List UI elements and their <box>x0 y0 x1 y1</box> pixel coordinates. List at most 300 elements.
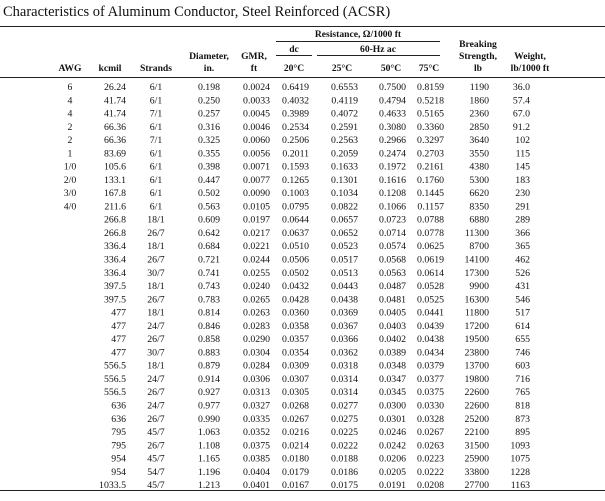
weight-cell: 91.2 <box>512 121 530 133</box>
gmr-cell: 0.0304 <box>243 347 270 359</box>
breaking-strength-cell: 2850 <box>469 121 489 133</box>
awg-header: AWG <box>58 63 82 74</box>
kcmil-cell: 1033.5 <box>99 480 126 491</box>
ac-25c-cell: 0.0318 <box>331 360 358 372</box>
gmr-cell: 0.0077 <box>243 174 270 186</box>
breaking-strength-cell: 31500 <box>464 440 489 452</box>
table-row <box>111 347 530 358</box>
gmr-cell: 0.0024 <box>243 82 270 93</box>
strands-cell: 6/1 <box>149 121 163 133</box>
awg-cell: 4/0 <box>63 201 77 213</box>
strands-cell: 26/7 <box>147 440 165 452</box>
diameter-cell: 1.108 <box>197 440 220 452</box>
weight-cell: 115 <box>515 148 530 160</box>
diameter-cell: 1.165 <box>197 453 220 465</box>
ac-75c-cell: 0.0208 <box>417 480 444 491</box>
dc-20c-cell: 0.0506 <box>282 254 309 266</box>
ac-50c-cell: 0.4633 <box>379 108 406 120</box>
weight-cell: 517 <box>515 307 530 319</box>
ac-50c-cell: 0.0205 <box>379 466 406 478</box>
ac-75c-cell: 0.0223 <box>417 453 444 465</box>
ac-50c-cell: 0.0714 <box>379 227 406 239</box>
ac-75c-cell: 0.0222 <box>417 466 444 478</box>
ac-75c-cell: 0.0441 <box>417 307 444 319</box>
table-row <box>64 162 530 173</box>
dc-20c-cell: 0.1003 <box>282 188 309 200</box>
diameter-cell: 0.257 <box>197 108 220 120</box>
dc-20c-cell: 0.2534 <box>282 121 309 133</box>
gmr-cell: 0.0046 <box>243 121 270 133</box>
ac-50c-cell: 0.0347 <box>379 373 406 385</box>
dc-20c-cell: 0.0357 <box>282 334 309 346</box>
awg-cell: 2 <box>67 121 73 133</box>
ac-50c-cell: 0.0563 <box>379 267 406 279</box>
table-row <box>99 480 530 491</box>
dc-20c-cell: 0.0309 <box>282 360 309 372</box>
table-row <box>104 268 530 279</box>
ac-50c-cell: 0.0402 <box>379 334 406 346</box>
kcmil-cell: 477 <box>111 320 126 332</box>
weight-cell: 366 <box>515 227 530 239</box>
kcmil-cell: 397.5 <box>103 294 126 306</box>
gmr-cell: 0.0244 <box>243 254 270 266</box>
strands-cell: 24/7 <box>147 400 165 412</box>
gmr-cell: 0.0290 <box>243 334 270 346</box>
weight-cell: 603 <box>515 360 530 372</box>
kcmil-cell: 336.4 <box>103 241 126 253</box>
diameter-cell: 0.783 <box>197 294 220 306</box>
table-row <box>104 374 530 385</box>
ac-75c-cell: 0.0434 <box>417 347 444 359</box>
weight-cell: 365 <box>515 241 530 253</box>
weight-cell: 546 <box>515 294 530 306</box>
ac-25c-cell: 0.0222 <box>331 440 358 452</box>
ac-25c-cell: 0.0822 <box>331 201 358 213</box>
dc-20c-cell: 0.1593 <box>282 161 309 173</box>
kcmil-cell: 477 <box>111 334 126 346</box>
breaking-strength-cell: 25200 <box>464 413 489 425</box>
dc-20c-cell: 0.0267 <box>282 413 309 425</box>
table-row <box>68 109 531 120</box>
strands-cell: 18/1 <box>147 281 165 293</box>
weight-cell: 183 <box>515 174 530 186</box>
kcmil-cell: 211.6 <box>104 201 126 213</box>
strands-cell: 18/1 <box>147 360 165 372</box>
ac-75c-cell: 0.5218 <box>417 95 444 107</box>
ac-75c-cell: 0.5165 <box>417 108 444 120</box>
breaking-strength-cell: 23800 <box>464 347 489 359</box>
weight-cell: 291 <box>515 201 530 213</box>
weight-cell: 873 <box>515 413 530 425</box>
breaking-strength-cell: 4380 <box>469 161 489 173</box>
ac-25c-header: 25°C <box>331 63 353 74</box>
strands-cell: 6/1 <box>149 95 163 107</box>
strands-cell: 18/1 <box>147 214 165 226</box>
awg-cell: 6 <box>67 82 73 93</box>
strands-cell: 26/7 <box>147 334 165 346</box>
diameter-cell: 0.883 <box>197 347 220 359</box>
ac-50c-cell: 0.2474 <box>379 148 406 160</box>
dc-20c-cell: 0.0167 <box>282 480 309 491</box>
kcmil-cell: 66.36 <box>103 135 126 147</box>
ac-group-header: 60-Hz ac <box>360 44 396 55</box>
dc-20c-cell: 0.0432 <box>282 281 309 293</box>
weight-cell: 431 <box>515 281 530 293</box>
weight-cell: 462 <box>515 254 530 266</box>
table-row <box>104 241 530 252</box>
awg-cell: 2 <box>67 135 73 147</box>
gmr-cell: 0.0404 <box>243 466 270 478</box>
ac-75c-cell: 0.0778 <box>417 227 444 239</box>
ac-25c-cell: 0.0517 <box>331 254 358 266</box>
dc-20c-cell: 0.4032 <box>282 95 309 107</box>
weight-cell: 746 <box>515 347 530 359</box>
breaking-strength-cell: 1190 <box>469 82 489 93</box>
ac-25c-cell: 0.0657 <box>331 214 358 226</box>
weight-cell: 230 <box>515 188 530 200</box>
gmr-cell: 0.0327 <box>243 400 270 412</box>
kcmil-cell: 26.24 <box>103 82 126 93</box>
weight-header-line2: lb/1000 ft <box>510 63 550 74</box>
kcmil-cell: 83.69 <box>103 148 126 160</box>
dc-20c-cell: 0.0305 <box>282 387 309 399</box>
ac-75c-cell: 0.0525 <box>417 294 444 306</box>
weight-cell: 1093 <box>510 440 530 452</box>
dc-20c-cell: 0.0644 <box>282 214 309 226</box>
kcmil-cell: 954 <box>111 466 126 478</box>
ac-25c-cell: 0.0652 <box>331 227 358 239</box>
dc-20c-cell: 0.0180 <box>282 453 309 465</box>
gmr-cell: 0.0335 <box>243 413 270 425</box>
breaking-strength-cell: 11800 <box>464 307 489 319</box>
breaking-strength-cell: 3550 <box>469 148 489 160</box>
kcmil-cell: 477 <box>111 347 126 359</box>
diameter-cell: 0.502 <box>197 188 220 200</box>
ac-25c-cell: 0.2563 <box>331 135 358 147</box>
strands-cell: 24/7 <box>147 320 165 332</box>
breaking-strength-cell: 8700 <box>469 241 489 253</box>
strands-cell: 26/7 <box>147 254 165 266</box>
ac-50c-cell: 0.0301 <box>379 413 406 425</box>
ac-75c-cell: 0.0330 <box>417 400 444 412</box>
ac-25c-cell: 0.0186 <box>331 466 358 478</box>
ac-25c-cell: 0.1301 <box>331 174 358 186</box>
dc-20c-cell: 0.2011 <box>282 148 309 160</box>
gmr-cell: 0.0313 <box>243 387 270 399</box>
ac-50c-header: 50°C <box>380 63 402 74</box>
kcmil-cell: 636 <box>111 400 126 412</box>
dc-20c-cell: 0.0354 <box>282 347 309 359</box>
kcmil-cell: 556.5 <box>103 360 126 372</box>
ac-25c-cell: 0.4119 <box>331 95 358 107</box>
breaking-header-line2: Strength, <box>459 51 497 62</box>
kcmil-cell: 795 <box>111 440 126 452</box>
ac-75c-cell: 0.1445 <box>417 188 444 200</box>
breaking-strength-cell: 5300 <box>469 174 489 186</box>
table-title: Characteristics of Aluminum Conductor, Steel Reinforced (ACSR) <box>3 4 391 20</box>
diameter-cell: 0.846 <box>197 320 220 332</box>
ac-75c-cell: 0.1760 <box>417 174 444 186</box>
ac-50c-cell: 0.4794 <box>379 95 406 107</box>
weight-cell: 1075 <box>510 453 530 465</box>
breaking-strength-cell: 25900 <box>464 453 489 465</box>
ac-25c-cell: 0.0438 <box>331 294 358 306</box>
dc-20c-cell: 0.0360 <box>282 307 309 319</box>
ac-75c-cell: 0.3297 <box>417 135 444 147</box>
kcmil-cell: 41.74 <box>103 95 126 107</box>
awg-cell: 2/0 <box>63 174 77 186</box>
awg-cell: 1/0 <box>63 161 77 173</box>
ac-75c-cell: 0.0625 <box>417 241 444 253</box>
ac-50c-cell: 0.7500 <box>379 82 406 93</box>
ac-50c-cell: 0.0405 <box>379 307 406 319</box>
diameter-cell: 0.927 <box>197 387 220 399</box>
table-row <box>111 400 530 411</box>
table-row <box>111 334 530 345</box>
kcmil-cell: 66.36 <box>103 121 126 133</box>
table-row <box>104 281 530 292</box>
ac-25c-cell: 0.4072 <box>331 108 358 120</box>
breaking-strength-cell: 8350 <box>469 201 489 213</box>
kcmil-cell: 266.8 <box>103 214 126 226</box>
strands-cell: 26/7 <box>147 294 165 306</box>
ac-25c-cell: 0.0314 <box>331 387 358 399</box>
diameter-cell: 0.684 <box>197 241 220 253</box>
dc-20c-cell: 0.0428 <box>282 294 309 306</box>
strands-cell: 54/7 <box>147 466 165 478</box>
table-row <box>104 361 530 372</box>
breaking-strength-cell: 17300 <box>464 267 489 279</box>
ac-75c-cell: 0.0528 <box>417 281 444 293</box>
strands-cell: 18/1 <box>147 307 165 319</box>
gmr-cell: 0.0255 <box>243 267 270 279</box>
strands-cell: 6/1 <box>149 201 163 213</box>
kcmil-cell: 795 <box>111 427 126 439</box>
kcmil-cell: 336.4 <box>103 254 126 266</box>
weight-cell: 67.0 <box>512 108 530 120</box>
weight-cell: 57.4 <box>512 95 530 107</box>
ac-75c-cell: 0.0328 <box>417 413 444 425</box>
dc-20c-cell: 0.0268 <box>282 400 309 412</box>
table-row <box>68 122 531 133</box>
strands-cell: 6/1 <box>149 174 163 186</box>
awg-cell: 4 <box>67 95 73 107</box>
ac-75c-cell: 0.0377 <box>417 373 444 385</box>
ac-75c-cell: 0.8159 <box>417 82 444 93</box>
gmr-cell: 0.0217 <box>243 227 270 239</box>
strands-cell: 26/7 <box>147 387 165 399</box>
awg-cell: 4 <box>67 108 73 120</box>
gmr-cell: 0.0090 <box>243 188 270 200</box>
diameter-cell: 1.196 <box>197 466 220 478</box>
weight-cell: 102 <box>515 135 530 147</box>
strands-cell: 30/7 <box>147 347 165 359</box>
strands-cell: 6/1 <box>149 82 163 93</box>
table-row <box>64 175 530 186</box>
strands-cell: 24/7 <box>147 373 165 385</box>
table-body <box>64 82 530 491</box>
strands-cell: 26/7 <box>147 413 165 425</box>
strands-cell: 45/7 <box>147 453 165 465</box>
gmr-cell: 0.0284 <box>243 360 270 372</box>
weight-cell: 289 <box>515 214 530 226</box>
ac-75c-cell: 0.0619 <box>417 254 444 266</box>
dc-20c-cell: 0.0216 <box>282 427 309 439</box>
weight-cell: 36.0 <box>512 82 530 93</box>
strands-cell: 6/1 <box>149 188 163 200</box>
kcmil-cell: 105.6 <box>103 161 126 173</box>
ac-25c-cell: 0.0188 <box>331 453 358 465</box>
strands-cell: 45/7 <box>147 427 165 439</box>
breaking-strength-cell: 19800 <box>464 373 489 385</box>
gmr-cell: 0.0306 <box>243 373 270 385</box>
ac-50c-cell: 0.0300 <box>379 400 406 412</box>
gmr-cell: 0.0045 <box>243 108 270 120</box>
strands-cell: 45/7 <box>147 480 165 491</box>
ac-50c-cell: 0.2966 <box>379 135 406 147</box>
ac-50c-cell: 0.0568 <box>379 254 406 266</box>
table-row <box>111 308 530 319</box>
weight-cell: 526 <box>515 267 530 279</box>
strands-cell: 26/7 <box>147 227 165 239</box>
ac-75c-cell: 0.2703 <box>417 148 444 160</box>
gmr-cell: 0.0375 <box>243 440 270 452</box>
ac-50c-cell: 0.0191 <box>379 480 406 491</box>
ac-25c-cell: 0.2591 <box>331 121 358 133</box>
gmr-cell: 0.0265 <box>243 294 270 306</box>
table-row <box>104 294 530 305</box>
table-row <box>111 321 530 332</box>
diameter-cell: 0.250 <box>197 95 220 107</box>
gmr-cell: 0.0071 <box>243 161 270 173</box>
ac-25c-cell: 0.0362 <box>331 347 358 359</box>
ac-50c-cell: 0.0389 <box>379 347 406 359</box>
ac-50c-cell: 0.0574 <box>379 241 406 253</box>
ac-75c-cell: 0.0263 <box>417 440 444 452</box>
breaking-strength-cell: 6620 <box>469 188 489 200</box>
ac-75c-cell: 0.0379 <box>417 360 444 372</box>
ac-50c-cell: 0.1972 <box>379 161 406 173</box>
breaking-strength-cell: 3640 <box>469 135 489 147</box>
diameter-cell: 0.198 <box>197 82 220 93</box>
ac-25c-cell: 0.6553 <box>331 82 358 93</box>
gmr-cell: 0.0385 <box>243 453 270 465</box>
diameter-cell: 0.814 <box>197 307 220 319</box>
ac-25c-cell: 0.0225 <box>331 427 358 439</box>
diameter-cell: 0.609 <box>197 214 220 226</box>
diameter-cell: 0.325 <box>197 135 220 147</box>
gmr-cell: 0.0105 <box>243 201 270 213</box>
kcmil-cell: 167.8 <box>103 188 126 200</box>
ac-50c-cell: 0.0345 <box>379 387 406 399</box>
gmr-cell: 0.0401 <box>243 480 270 491</box>
table-row <box>68 82 531 93</box>
table-row <box>104 255 530 266</box>
ac-50c-cell: 0.0206 <box>379 453 406 465</box>
diameter-cell: 0.743 <box>197 281 220 293</box>
diameter-cell: 1.213 <box>197 480 220 491</box>
gmr-cell: 0.0283 <box>243 320 270 332</box>
ac-75c-cell: 0.0438 <box>417 334 444 346</box>
diameter-cell: 1.063 <box>197 427 220 439</box>
ac-75c-cell: 0.2161 <box>417 161 444 173</box>
breaking-strength-cell: 22600 <box>464 387 489 399</box>
strands-cell: 30/7 <box>147 267 165 279</box>
breaking-strength-cell: 17200 <box>464 320 489 332</box>
dc-20c-cell: 0.1265 <box>282 174 309 186</box>
diameter-cell: 0.858 <box>197 334 220 346</box>
ac-25c-cell: 0.1034 <box>331 188 358 200</box>
ac-25c-cell: 0.0275 <box>331 413 358 425</box>
weight-cell: 1228 <box>510 466 530 478</box>
breaking-strength-cell: 22100 <box>464 427 489 439</box>
breaking-strength-cell: 6880 <box>469 214 489 226</box>
breaking-strength-cell: 27700 <box>464 480 489 491</box>
diameter-cell: 0.447 <box>197 174 220 186</box>
ac-75c-cell: 0.0267 <box>417 427 444 439</box>
ac-75c-cell: 0.1157 <box>417 201 444 213</box>
dc-20c-cell: 0.0307 <box>282 373 309 385</box>
kcmil-cell: 954 <box>111 453 126 465</box>
ac-50c-cell: 0.1616 <box>379 174 406 186</box>
ac-75c-cell: 0.0788 <box>417 214 444 226</box>
table-row <box>64 201 530 212</box>
ac-75c-cell: 0.0614 <box>417 267 444 279</box>
diameter-cell: 0.642 <box>197 227 220 239</box>
dc-20c-header: 20°C <box>283 63 305 74</box>
dc-20c-cell: 0.0179 <box>282 466 309 478</box>
breaking-strength-cell: 2360 <box>469 108 489 120</box>
gmr-header-line2: ft <box>250 63 258 74</box>
table-row <box>68 95 531 106</box>
diameter-header-line2: in. <box>203 63 215 74</box>
kcmil-cell: 397.5 <box>103 281 126 293</box>
gmr-header-line1: GMR, <box>241 51 267 62</box>
ac-75c-cell: 0.3360 <box>417 121 444 133</box>
ac-25c-cell: 0.0366 <box>331 334 358 346</box>
gmr-cell: 0.0263 <box>243 307 270 319</box>
table-row <box>104 387 530 398</box>
ac-75c-cell: 0.0439 <box>417 320 444 332</box>
ac-25c-cell: 0.0314 <box>331 373 358 385</box>
ac-50c-cell: 0.0723 <box>379 214 406 226</box>
breaking-header-line1: Breaking <box>459 39 497 50</box>
ac-50c-cell: 0.0348 <box>379 360 406 372</box>
diameter-cell: 0.398 <box>197 161 220 173</box>
weight-cell: 614 <box>515 320 530 332</box>
kcmil-cell: 636 <box>111 413 126 425</box>
strands-header: Strands <box>140 63 172 74</box>
breaking-strength-cell: 22600 <box>464 400 489 412</box>
weight-cell: 655 <box>515 334 530 346</box>
resistance-group-header: Resistance, Ω/1000 ft <box>314 29 402 40</box>
ac-75c-header: 75°C <box>418 63 440 74</box>
acsr-table <box>0 26 605 491</box>
ac-50c-cell: 0.0242 <box>379 440 406 452</box>
table-row <box>111 440 530 451</box>
weight-cell: 765 <box>515 387 530 399</box>
breaking-strength-cell: 11300 <box>464 227 489 239</box>
kcmil-cell: 133.1 <box>103 174 126 186</box>
ac-25c-cell: 0.1633 <box>331 161 358 173</box>
dc-header: dc <box>289 44 299 55</box>
weight-cell: 145 <box>515 161 530 173</box>
ac-25c-cell: 0.0367 <box>331 320 358 332</box>
table-row <box>111 467 530 478</box>
gmr-cell: 0.0197 <box>243 214 270 226</box>
table-row <box>104 215 530 226</box>
ac-50c-cell: 0.0403 <box>379 320 406 332</box>
